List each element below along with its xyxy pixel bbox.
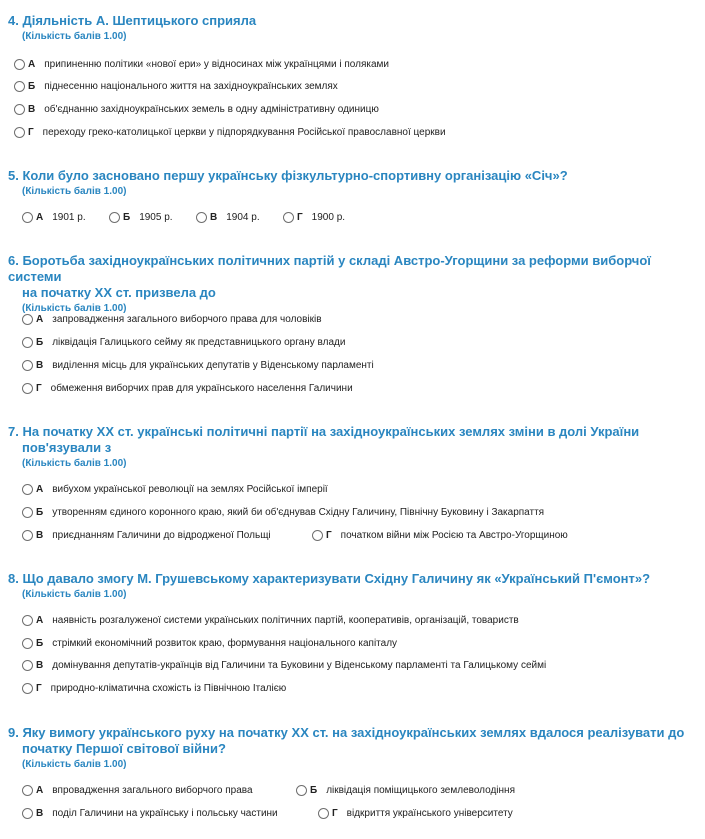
option-text: переходу греко-католицької церкви у підпорядкування Російської православної церкви	[42, 127, 446, 138]
option-text: стрімкий економічний розвиток краю, формування національного капіталу	[52, 638, 398, 649]
option-letter: В	[28, 104, 36, 115]
question-title-line-1: 7. На початку ХХ ст. українські політичні партії на західноукраїнських землях зміни в долі України	[8, 424, 640, 439]
question-points: (Кількість балів 1.00)	[22, 759, 127, 770]
radio-button[interactable]	[22, 337, 33, 348]
question-title-line-2: пов'язували з	[22, 440, 112, 455]
option-text: ліквідація Галицького сейму як представницького органу влади	[52, 337, 346, 348]
question-title-line-2: на початку ХХ ст. призвела до	[22, 285, 216, 300]
radio-button[interactable]	[196, 212, 207, 223]
option-4-c[interactable]	[14, 104, 379, 115]
option-text: 1901 р.	[52, 212, 86, 223]
option-text: утворенням єдиного коронного краю, який би об'єднував Східну Галичину, Північну Буковину і Закарпаття	[52, 507, 545, 518]
question-7	[8, 424, 698, 470]
option-9-d[interactable]	[318, 808, 513, 819]
option-letter: А	[28, 59, 36, 70]
question-title-line-1: 9. Яку вимогу українського руху на початку ХХ ст. на західноукраїнських землях вдалося реалізувати до	[8, 725, 685, 740]
question-points: (Кількість балів 1.00)	[22, 186, 127, 197]
option-letter: В	[36, 530, 44, 541]
option-4-a[interactable]	[14, 59, 389, 70]
radio-button[interactable]	[22, 615, 33, 626]
option-text: припиненню політики «нової ери» у відносинах між українцями і поляками	[44, 59, 389, 70]
question-points: (Кількість балів 1.00)	[22, 589, 127, 600]
option-text: 1905 р.	[139, 212, 173, 223]
option-4-d[interactable]	[14, 127, 446, 138]
radio-button[interactable]	[109, 212, 120, 223]
question-points: (Кількість балів 1.00)	[22, 458, 127, 469]
option-text: приєднанням Галичини до відродженої Польщі	[52, 530, 271, 541]
question-title: 4. Діяльність А. Шептицького сприяла	[8, 13, 257, 28]
radio-button[interactable]	[283, 212, 294, 223]
option-letter: Г	[297, 212, 303, 223]
radio-button[interactable]	[14, 59, 25, 70]
question-title: 8. Що давало змогу М. Грушевському характеризувати Східну Галичину як «Український П'ємонт»?	[8, 571, 651, 586]
option-text: 1900 р.	[311, 212, 346, 223]
question-5	[8, 168, 698, 198]
radio-button[interactable]	[318, 808, 329, 819]
option-text: 1904 р.	[226, 212, 260, 223]
option-letter: А	[36, 314, 44, 325]
option-letter: Б	[36, 337, 44, 348]
radio-button[interactable]	[22, 530, 33, 541]
option-text: запровадження загального виборчого права для чоловіків	[52, 314, 322, 325]
question-title-line-1: 6. Боротьба західноукраїнських політичних партій у складі Австро-Угорщини за реформи виборчої системи	[8, 253, 651, 284]
option-letter: А	[36, 212, 44, 223]
option-letter: Б	[310, 785, 318, 796]
option-8-c[interactable]	[22, 660, 546, 671]
option-9-c[interactable]	[22, 808, 278, 819]
option-letter: А	[36, 785, 44, 796]
radio-button[interactable]	[22, 314, 33, 325]
option-7-d[interactable]	[312, 530, 568, 541]
radio-button[interactable]	[14, 127, 25, 138]
option-7-a[interactable]	[22, 484, 328, 495]
option-text: початком війни між Росією та Австро-Угорщиною	[340, 530, 568, 541]
option-8-a[interactable]	[22, 615, 519, 626]
option-letter: В	[36, 660, 44, 671]
option-6-a[interactable]	[22, 314, 322, 325]
radio-button[interactable]	[312, 530, 323, 541]
question-6	[8, 253, 698, 315]
option-letter: А	[36, 484, 44, 495]
option-letter: Б	[28, 81, 36, 92]
option-text: поділ Галичини на українську і польську частини	[52, 808, 278, 819]
option-6-c[interactable]	[22, 360, 374, 371]
radio-button[interactable]	[14, 104, 25, 115]
option-text: об'єднанню західноукраїнських земель в одну адміністративну одиницю	[44, 104, 379, 115]
option-7-b[interactable]	[22, 507, 544, 518]
question-points: (Кількість балів 1.00)	[22, 31, 127, 42]
option-letter: Г	[36, 383, 42, 394]
option-text: природно-кліматична схожість із Північною Італією	[50, 683, 287, 694]
option-5-a[interactable]	[22, 212, 86, 223]
option-text: відкриття українського університету	[346, 808, 513, 819]
option-text: піднесенню національного життя на західноукраїнських землях	[44, 81, 338, 92]
option-letter: Г	[28, 127, 34, 138]
option-text: впровадження загального виборчого права	[52, 785, 253, 796]
radio-button[interactable]	[22, 212, 33, 223]
option-5-b[interactable]	[109, 212, 173, 223]
option-letter: Б	[36, 507, 44, 518]
radio-button[interactable]	[22, 484, 33, 495]
question-title: 5. Коли було засновано першу українську фізкультурно-спортивну організацію «Січ»?	[8, 168, 568, 183]
option-letter: А	[36, 615, 44, 626]
question-8	[8, 571, 698, 601]
option-letter: В	[36, 360, 44, 371]
option-9-a[interactable]	[22, 785, 253, 796]
option-7-c[interactable]	[22, 530, 271, 541]
question-title-line-2: початку Першої світової війни?	[22, 741, 226, 756]
option-4-b[interactable]	[14, 81, 338, 92]
radio-button[interactable]	[22, 383, 33, 394]
option-letter: В	[210, 212, 218, 223]
question-4	[8, 13, 698, 43]
option-text: виділення місць для українських депутатів у Віденському парламенті	[52, 360, 374, 371]
option-6-b[interactable]	[22, 337, 345, 348]
radio-button[interactable]	[22, 683, 33, 694]
radio-button[interactable]	[22, 808, 33, 819]
option-letter: В	[36, 808, 44, 819]
radio-button[interactable]	[22, 360, 33, 371]
option-letter: Г	[326, 530, 332, 541]
option-letter: Г	[332, 808, 338, 819]
question-9	[8, 725, 698, 771]
option-letter: Г	[36, 683, 42, 694]
question-points: (Кількість балів 1.00)	[22, 303, 127, 314]
option-text: домінування депутатів-українців від Галичини та Буковини у Віденському парламенті та Галицькому сеймі	[52, 660, 547, 671]
option-letter: Б	[36, 638, 44, 649]
option-text: наявність розгалуженої системи українських політичних партій, кооперативів, організацій, товариств	[52, 615, 519, 626]
option-5-d[interactable]	[283, 212, 345, 223]
option-8-d[interactable]	[22, 683, 286, 694]
radio-button[interactable]	[22, 638, 33, 649]
radio-button[interactable]	[296, 785, 307, 796]
option-8-b[interactable]	[22, 638, 397, 649]
radio-button[interactable]	[14, 81, 25, 92]
radio-button[interactable]	[22, 660, 33, 671]
option-5-c[interactable]	[196, 212, 260, 223]
option-6-d[interactable]	[22, 383, 353, 394]
radio-button[interactable]	[22, 507, 33, 518]
option-text: ліквідація поміщицького землеволодіння	[326, 785, 515, 796]
option-9-b[interactable]	[296, 785, 515, 796]
option-text: обмеження виборчих прав для українського населення Галичини	[50, 383, 353, 394]
radio-button[interactable]	[22, 785, 33, 796]
option-letter: Б	[123, 212, 131, 223]
option-text: вибухом української революції на землях Російської імперії	[52, 484, 328, 495]
